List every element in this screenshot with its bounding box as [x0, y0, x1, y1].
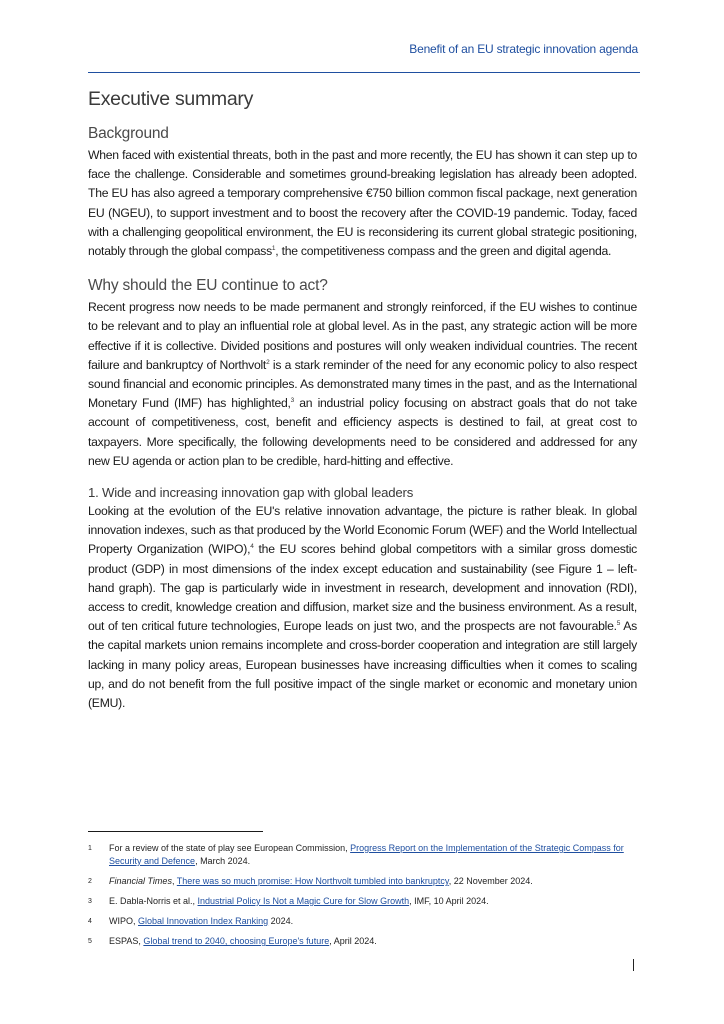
footnote-text [109, 915, 638, 928]
footnote-text [109, 895, 638, 908]
footnote-item [88, 935, 638, 948]
footnote-item [88, 842, 638, 868]
footnote-text [109, 842, 638, 868]
footnote-number: 5 [88, 938, 92, 945]
text-segment: , the competitiveness compass and the green and digital agenda. [275, 244, 612, 259]
heading-innovation-gap: 1. Wide and increasing innovation gap with global leaders [88, 485, 414, 501]
paragraph-innovation-gap [88, 502, 637, 713]
footnote-link[interactable]: Industrial Policy Is Not a Magic Cure for Slow Growth [197, 896, 410, 906]
footnote-item [88, 875, 638, 888]
text-segment: Looking at the evolution of the EU's relative innovation advantage, the picture is rather bleak. In global innovation indexes, such as that produced by the World Economic Forum (WEF) and the World Intellectual Property Organization (WIPO), [88, 504, 637, 557]
footnote-post: , April 2024. [329, 936, 377, 946]
footnote-link[interactable]: There was so much promise: How Northvolt tumbled into bankruptcy [176, 876, 449, 886]
footnote-post: , 22 November 2024. [448, 876, 533, 886]
text-segment: Recent progress now needs to be made permanent and strongly reinforced, if the EU wishes to continue to be relevant and to play an influential role at global level. As in the past, any strategic action will be more effective if it is collective. Divided positions and postures will only weaken individual countries. The recent failure and bankruptcy of Northvolt [88, 300, 637, 372]
running-header: Benefit of an EU strategic innovation agenda [409, 42, 638, 56]
footnote-pre: For a review of the state of play see European Commission, [109, 843, 351, 853]
footnote-number: 1 [88, 845, 92, 852]
footnote-ref-3[interactable]: 3 [290, 397, 295, 405]
footnote-number: 3 [88, 898, 92, 905]
footnote-number: 2 [88, 878, 92, 885]
footnote-text [109, 935, 638, 948]
heading-background: Background [88, 125, 169, 142]
footnote-post: , March 2024. [195, 856, 251, 866]
footnote-pre: E. Dabla-Norris et al., [109, 896, 198, 906]
page-title: Executive summary [88, 88, 254, 110]
footnote-separator-text: , [171, 876, 177, 886]
footnotes [88, 842, 638, 955]
footnote-ref-4[interactable]: 4 [250, 543, 254, 551]
footnote-ref-2[interactable]: 2 [266, 358, 270, 366]
heading-why-act: Why should the EU continue to act? [88, 277, 328, 295]
text-segment: is a stark reminder of the need for any economic policy to also respect sound financial and economic principles. As demonstrated many times in the past, and as the International Monetary Fund (IMF) has highlighted, [88, 357, 637, 411]
footnote-link[interactable]: Global trend to 2040, choosing Europe's future [143, 936, 330, 946]
footnote-item [88, 915, 638, 928]
text-segment: When faced with existential threats, both in the past and more recently, the EU has shown it can step up to face the challenge. Considerable and sometimes ground-breaking legislation has already been adopted. The EU has also agreed a temporary comprehensive €750 billion common fiscal package, next generation EU (NGEU), to support investment and to boost the recovery after the COVID-19 pandemic. Today, faced with a challenging geopolitical environment, the EU is reconsidering its current global strategic positioning, notably through the global compass [88, 148, 637, 259]
footnote-pre: ESPAS, [109, 936, 144, 946]
footnote-pre: WIPO, [109, 916, 138, 926]
text-segment: the EU scores behind global competitors with a similar gross domestic product (GDP) in most dimensions of the index except education and sustainability (see Figure 1 – left-hand graph). The gap is particularly wide in investment in research, development and innovation (RDI), access to credit, knowledge creation and diffusion, market size and the business environment. As a result, out of ten critical future technologies, Europe leads on just two, and the prospects are not favourable. [88, 542, 638, 634]
text-segment: an industrial policy focusing on abstract goals that do not take account of competitiveness, cost, benefit and efficiency aspects is destined to fail, at great cost to taxpayers. More specifically, the following developments need to be considered and addressed for any new EU agenda or action plan to be credible, hard-hitting and effective. [88, 396, 637, 468]
page-number-marker [633, 959, 634, 971]
footnote-post: 2024. [268, 916, 294, 926]
main-content [88, 88, 637, 723]
footnote-italic: Financial Times [109, 876, 172, 886]
footnote-text [109, 875, 638, 888]
header-rule [88, 72, 640, 73]
footnote-link[interactable]: Progress Report on the Implementation of the Strategic Compass for Security and Defence [109, 843, 624, 866]
footnote-ref-5[interactable]: 5 [616, 620, 621, 628]
footnote-ref-1[interactable]: 1 [271, 244, 276, 252]
footnote-link[interactable]: Global Innovation Index Ranking [138, 916, 269, 926]
footnote-number: 4 [88, 918, 92, 925]
footnote-separator [88, 831, 263, 832]
footnote-post: , IMF, 10 April 2024. [409, 896, 489, 906]
footnote-item [88, 895, 638, 908]
paragraph-why-act [88, 298, 637, 471]
paragraph-background [88, 146, 637, 261]
text-segment: As the capital markets union remains incomplete and cross-border cooperation and integration are still largely lacking in many policy areas, European businesses have increasing difficulties when it comes to scaling up, and do not benefit from the full positive impact of the single market or economic and monetary union (EMU). [88, 619, 637, 711]
